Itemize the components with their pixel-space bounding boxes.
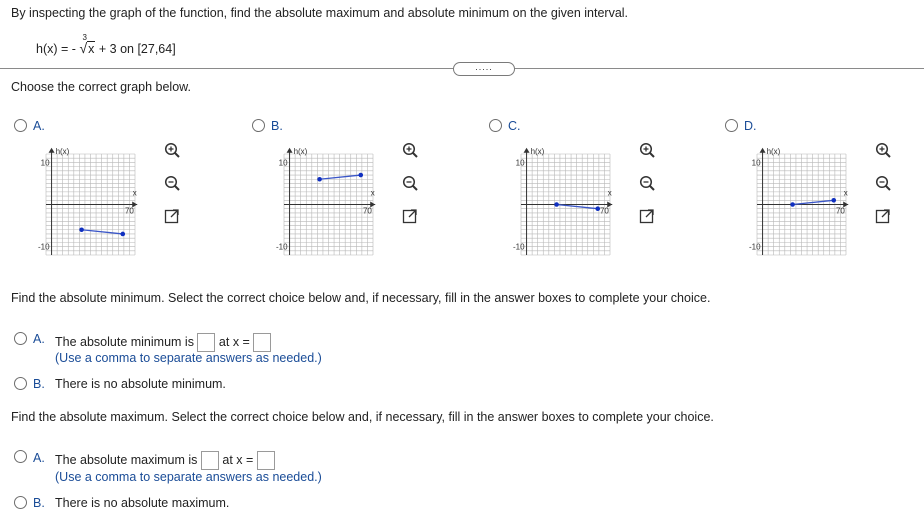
minimum-option-b-text: There is no absolute minimum.: [55, 377, 226, 391]
minimum-option-a-text: The absolute minimum is: [55, 334, 194, 349]
y-tick-top: 10: [751, 158, 761, 168]
x-tick: 70: [124, 206, 134, 216]
y-axis-label: h(x): [55, 146, 70, 156]
graph-option-letter: A.: [33, 119, 45, 133]
zoom-in-icon[interactable]: [401, 141, 419, 159]
expand-icon[interactable]: [163, 207, 181, 225]
graph-plot[interactable]: [731, 140, 856, 265]
minimum-value-input[interactable]: [197, 333, 215, 352]
y-tick-bottom: -10: [276, 242, 288, 252]
curve-start-point: [79, 227, 84, 232]
function-curve: [793, 200, 834, 204]
minimum-option-a-letter: A.: [33, 332, 45, 346]
maximum-option-b-text: There is no absolute maximum.: [55, 496, 230, 510]
y-tick-top: 10: [515, 158, 525, 168]
minimum-prompt: Find the absolute minimum. Select the correct choice below and, if necessary, fill in the answer boxes to complete your choice.: [11, 291, 711, 305]
y-tick-top: 10: [278, 158, 288, 168]
function-expression: [36, 33, 176, 56]
graph-option-letter: D.: [744, 119, 757, 133]
function-curve: [82, 230, 123, 234]
x-axis-label: x: [370, 188, 375, 198]
y-axis-arrow: [49, 148, 55, 153]
x-tick: 70: [362, 206, 372, 216]
curve-start-point: [790, 202, 795, 207]
y-axis-label: h(x): [293, 146, 308, 156]
maximum-hint: (Use a comma to separate answers as needed.): [55, 470, 322, 484]
x-axis-label: x: [843, 188, 848, 198]
minimum-option-a-row: [55, 333, 271, 352]
y-tick-bottom: -10: [749, 242, 761, 252]
minimum-at-label: at x =: [218, 334, 250, 349]
radicand: x: [88, 42, 95, 56]
maximum-option-a-radio[interactable]: [14, 450, 27, 463]
x-axis-label: x: [132, 188, 137, 198]
graph-option-letter: C.: [508, 119, 521, 133]
y-axis-label: h(x): [766, 146, 781, 156]
x-tick: 70: [835, 206, 845, 216]
zoom-in-icon[interactable]: [163, 141, 181, 159]
zoom-in-icon[interactable]: [638, 141, 656, 159]
function-minus: -: [71, 42, 76, 56]
curve-end-point: [358, 173, 363, 178]
graph-option-radio[interactable]: [252, 119, 265, 132]
curve-end-point: [595, 206, 600, 211]
x-axis-label: x: [607, 188, 612, 198]
function-rest: + 3 on [27,64]: [98, 42, 176, 56]
minimum-x-input[interactable]: [253, 333, 271, 352]
graph-plot[interactable]: [20, 140, 145, 265]
more-button[interactable]: .....: [453, 62, 515, 76]
graph-option-radio[interactable]: [725, 119, 738, 132]
graph-option-letter: B.: [271, 119, 283, 133]
y-tick-top: 10: [40, 158, 50, 168]
zoom-in-icon[interactable]: [874, 141, 892, 159]
expand-icon[interactable]: [401, 207, 419, 225]
function-lhs: h(x) =: [36, 42, 69, 56]
maximum-option-b-radio[interactable]: [14, 496, 27, 509]
curve-start-point: [317, 177, 322, 182]
maximum-value-input[interactable]: [201, 451, 219, 470]
maximum-option-b-letter: B.: [33, 496, 45, 510]
zoom-out-icon[interactable]: [638, 174, 656, 192]
instructions: By inspecting the graph of the function, find the absolute maximum and absolute minimum on the given interval.: [11, 6, 629, 20]
maximum-option-a-row: [55, 451, 275, 470]
expand-icon[interactable]: [638, 207, 656, 225]
expand-icon[interactable]: [874, 207, 892, 225]
curve-start-point: [554, 202, 559, 207]
y-tick-bottom: -10: [513, 242, 525, 252]
y-axis-arrow: [524, 148, 530, 153]
minimum-hint: (Use a comma to separate answers as needed.): [55, 351, 322, 365]
y-axis-arrow: [760, 148, 766, 153]
function-curve: [320, 175, 361, 179]
curve-end-point: [120, 232, 125, 237]
function-curve: [557, 205, 598, 209]
root-index: 3: [82, 33, 87, 42]
cube-root: 3 √x: [79, 33, 95, 56]
zoom-out-icon[interactable]: [401, 174, 419, 192]
maximum-x-input[interactable]: [257, 451, 275, 470]
y-axis-arrow: [287, 148, 293, 153]
zoom-out-icon[interactable]: [163, 174, 181, 192]
minimum-option-b-letter: B.: [33, 377, 45, 391]
y-axis-label: h(x): [530, 146, 545, 156]
y-tick-bottom: -10: [38, 242, 50, 252]
graph-option-radio[interactable]: [489, 119, 502, 132]
curve-end-point: [831, 198, 836, 203]
graph-option-radio[interactable]: [14, 119, 27, 132]
maximum-option-a-letter: A.: [33, 451, 45, 465]
maximum-at-label: at x =: [222, 452, 254, 467]
graph-plot[interactable]: [258, 140, 383, 265]
zoom-out-icon[interactable]: [874, 174, 892, 192]
graph-plot[interactable]: [495, 140, 620, 265]
maximum-prompt: Find the absolute maximum. Select the correct choice below and, if necessary, fill in the answer boxes to complete your choice.: [11, 410, 714, 424]
maximum-option-a-text: The absolute maximum is: [55, 452, 198, 467]
minimum-option-a-radio[interactable]: [14, 332, 27, 345]
x-tick: 70: [599, 206, 609, 216]
choose-graph-prompt: Choose the correct graph below.: [11, 80, 191, 94]
minimum-option-b-radio[interactable]: [14, 377, 27, 390]
